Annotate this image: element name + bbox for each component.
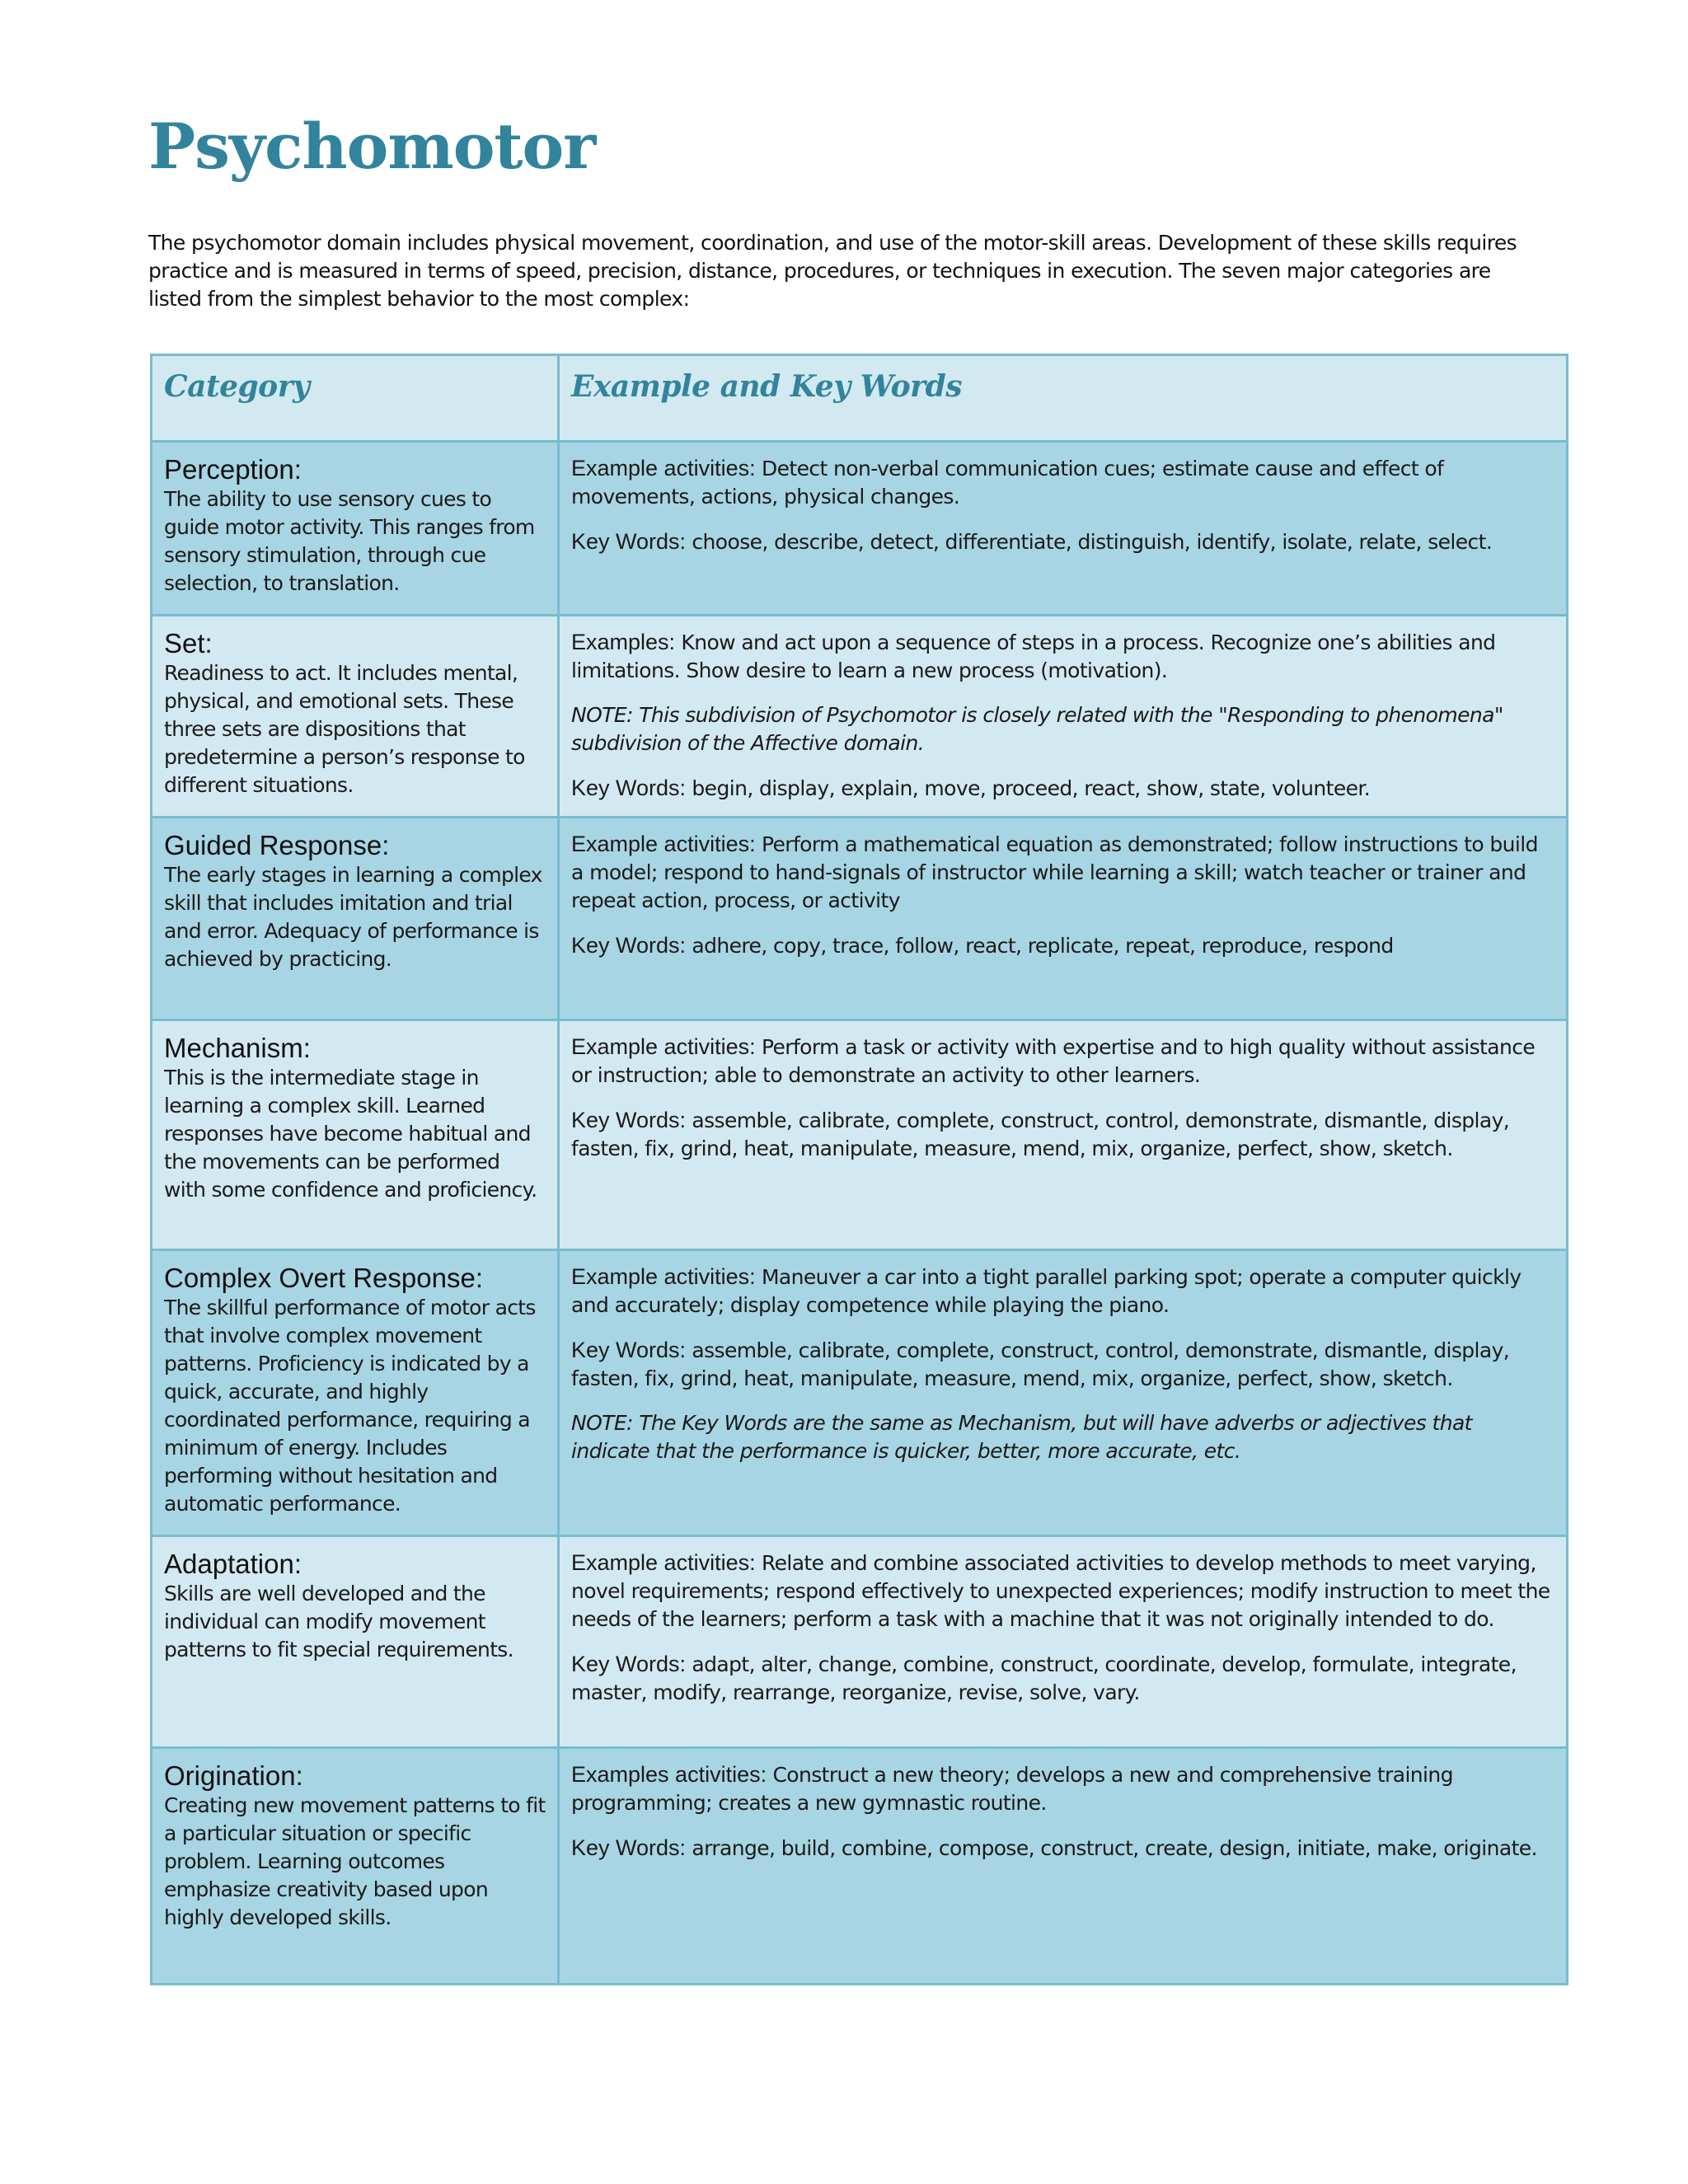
examples-cell bbox=[559, 442, 1568, 616]
examples-cell bbox=[559, 1536, 1568, 1748]
examples-label: Example activities: bbox=[571, 456, 756, 480]
keywords-paragraph bbox=[571, 527, 1554, 556]
examples-paragraph bbox=[571, 454, 1554, 511]
examples-paragraph bbox=[571, 1760, 1554, 1817]
keywords-text: begin, display, explain, move, proceed, react, show, state, volunteer. bbox=[686, 776, 1371, 800]
keywords-label: Key Words: bbox=[571, 529, 687, 554]
keywords-text: assemble, calibrate, complete, construct, control, demonstrate, dismantle, display, fasten, fix, grind, heat, manipulate, measure, mend, mix, organize, perfect, show, sketch. bbox=[571, 1108, 1510, 1160]
category-description: The ability to use sensory cues to guide motor activity. This ranges from sensory stimulation, through cue selection, to translation. bbox=[164, 487, 535, 595]
category-name: Adaptation bbox=[164, 1549, 294, 1579]
header-category bbox=[152, 355, 559, 442]
category-name: Set bbox=[164, 628, 205, 658]
examples-cell bbox=[559, 818, 1568, 1020]
category-description: The skillful performance of motor acts that involve complex movement patterns. Proficiency is indicated by a quick, accurate, and highly coordinated performance, requiring a minimum of energy. Includes performing without hesitation and automatic performance. bbox=[164, 1296, 536, 1516]
examples-text: Perform a mathematical equation as demonstrated; follow instructions to build a model; respond to hand-signals of instructor while learning a skill; watch teacher or trainer and repeat action, process, or activity bbox=[571, 832, 1538, 912]
category-cell bbox=[152, 818, 559, 1020]
category-suffix: : bbox=[293, 454, 302, 485]
examples-text: Relate and combine associated activities to develop methods to meet varying, novel requirements; respond effectively to unexpected experiences; modify instruction to meet the needs of the learners; perform a task with a machine that it was not originally intended to do. bbox=[571, 1551, 1550, 1631]
keywords-label: Key Words: bbox=[571, 1835, 687, 1860]
keywords-text: arrange, build, combine, compose, construct, create, design, initiate, make, originate. bbox=[686, 1836, 1537, 1860]
category-name: Complex Overt Response bbox=[164, 1263, 476, 1293]
examples-label: Example activities: bbox=[571, 1550, 756, 1575]
keywords-label: Key Words: bbox=[571, 1652, 687, 1676]
keywords-text: adhere, copy, trace, follow, react, replicate, repeat, reproduce, respond bbox=[686, 934, 1394, 958]
category-name: Origination bbox=[164, 1760, 296, 1791]
keywords-label: Key Words: bbox=[571, 933, 687, 958]
category-suffix: : bbox=[293, 1549, 302, 1579]
table-row bbox=[152, 1250, 1568, 1536]
keywords-label: Key Words: bbox=[571, 776, 687, 800]
examples-paragraph bbox=[571, 1549, 1554, 1633]
category-name: Perception bbox=[164, 454, 294, 485]
note-paragraph: NOTE: This subdivision of Psychomotor is closely related with the "Responding to phenomena" subdivision of the Affective domain. bbox=[571, 703, 1503, 755]
category-description: Skills are well developed and the individual can modify movement patterns to fit special requirements. bbox=[164, 1582, 513, 1661]
category-cell bbox=[152, 1748, 559, 1985]
category-cell bbox=[152, 616, 559, 818]
examples-paragraph bbox=[571, 628, 1554, 685]
keywords-paragraph bbox=[571, 1336, 1554, 1393]
examples-paragraph bbox=[571, 1263, 1554, 1319]
table-row bbox=[152, 442, 1568, 616]
keywords-label: Key Words: bbox=[571, 1108, 687, 1132]
examples-cell bbox=[559, 616, 1568, 818]
category-cell bbox=[152, 442, 559, 616]
keywords-paragraph bbox=[571, 1650, 1554, 1707]
category-name: Guided Response bbox=[164, 830, 382, 860]
examples-paragraph bbox=[571, 1033, 1554, 1090]
table-header-row bbox=[152, 355, 1568, 442]
category-name: Mechanism bbox=[164, 1033, 303, 1063]
table-row bbox=[152, 1536, 1568, 1748]
keywords-paragraph bbox=[571, 1834, 1554, 1863]
table-row bbox=[152, 1020, 1568, 1250]
psychomotor-table bbox=[150, 354, 1568, 1985]
category-description: The early stages in learning a complex skill that includes imitation and trial and error. Adequacy of performance is achieved by practicing. bbox=[164, 863, 542, 971]
category-description: Creating new movement patterns to fit a particular situation or specific problem. Learning outcomes emphasize creativity based upon highly developed skills. bbox=[164, 1793, 546, 1929]
category-suffix: : bbox=[382, 830, 390, 860]
examples-label: Examples activities: bbox=[571, 1762, 767, 1787]
table-row bbox=[152, 1748, 1568, 1985]
examples-label: Examples: bbox=[571, 630, 676, 654]
note-paragraph: NOTE: The Key Words are the same as Mechanism, but will have adverbs or adjectives that indicate that the performance is quicker, better, more accurate, etc. bbox=[571, 1411, 1472, 1463]
examples-text: Know and act upon a sequence of steps in a process. Recognize one’s abilities and limitations. Show desire to learn a new process (motivation). bbox=[571, 630, 1496, 682]
examples-label: Example activities: bbox=[571, 1034, 756, 1059]
category-suffix: : bbox=[295, 1760, 303, 1791]
category-suffix: : bbox=[475, 1263, 483, 1293]
examples-cell bbox=[559, 1250, 1568, 1536]
category-cell bbox=[152, 1020, 559, 1250]
examples-text: Construct a new theory; develops a new and comprehensive training programming; creates a new gymnastic routine. bbox=[571, 1763, 1453, 1815]
keywords-label: Key Words: bbox=[571, 1338, 687, 1362]
category-cell bbox=[152, 1250, 559, 1536]
examples-cell bbox=[559, 1020, 1568, 1250]
examples-text: Detect non-verbal communication cues; estimate cause and effect of movements, actions, physical changes. bbox=[571, 457, 1444, 509]
examples-cell bbox=[559, 1748, 1568, 1985]
page-title: Psychomotor bbox=[148, 110, 596, 183]
keywords-paragraph bbox=[571, 1106, 1554, 1163]
examples-text: Perform a task or activity with expertise and to high quality without assistance or instruction; able to demonstrate an activity to other learners. bbox=[571, 1035, 1536, 1087]
category-suffix: : bbox=[204, 628, 213, 658]
keywords-text: assemble, calibrate, complete, construct, control, demonstrate, dismantle, display, fasten, fix, grind, heat, manipulate, measure, mend, mix, organize, perfect, show, sketch. bbox=[571, 1338, 1510, 1390]
category-cell bbox=[152, 1536, 559, 1748]
table-row bbox=[152, 818, 1568, 1020]
header-examples bbox=[559, 355, 1568, 442]
keywords-text: adapt, alter, change, combine, construct, coordinate, develop, formulate, integrate, master, modify, rearrange, reorganize, revise, solve, vary. bbox=[571, 1652, 1517, 1704]
keywords-paragraph bbox=[571, 774, 1554, 803]
examples-label: Example activities: bbox=[571, 1264, 756, 1289]
intro-paragraph: The psychomotor domain includes physical movement, coordination, and use of the motor-skill areas. Development of these skills requires practice and is measured in terms of speed, precision, distance, procedures, or techniques in execution. The seven major categories are listed from the simplest behavior to the most complex: bbox=[148, 231, 1517, 311]
header-category-label: Category bbox=[164, 369, 310, 404]
table-row bbox=[152, 616, 1568, 818]
header-examples-label: Example and Key Words bbox=[571, 369, 963, 404]
keywords-text: choose, describe, detect, differentiate, distinguish, identify, isolate, relate, select. bbox=[686, 530, 1493, 554]
examples-label: Example activities: bbox=[571, 832, 756, 856]
examples-text: Maneuver a car into a tight parallel parking spot; operate a computer quickly and accurately; display competence while playing the piano. bbox=[571, 1265, 1522, 1317]
examples-paragraph bbox=[571, 830, 1554, 915]
category-suffix: : bbox=[302, 1033, 311, 1063]
keywords-paragraph bbox=[571, 931, 1554, 960]
category-description: Readiness to act. It includes mental, physical, and emotional sets. These three sets are dispositions that predetermine a person’s response to different situations. bbox=[164, 661, 525, 797]
category-description: This is the intermediate stage in learning a complex skill. Learned responses have become habitual and the movements can be performed with some confidence and proficiency. bbox=[164, 1066, 537, 1202]
